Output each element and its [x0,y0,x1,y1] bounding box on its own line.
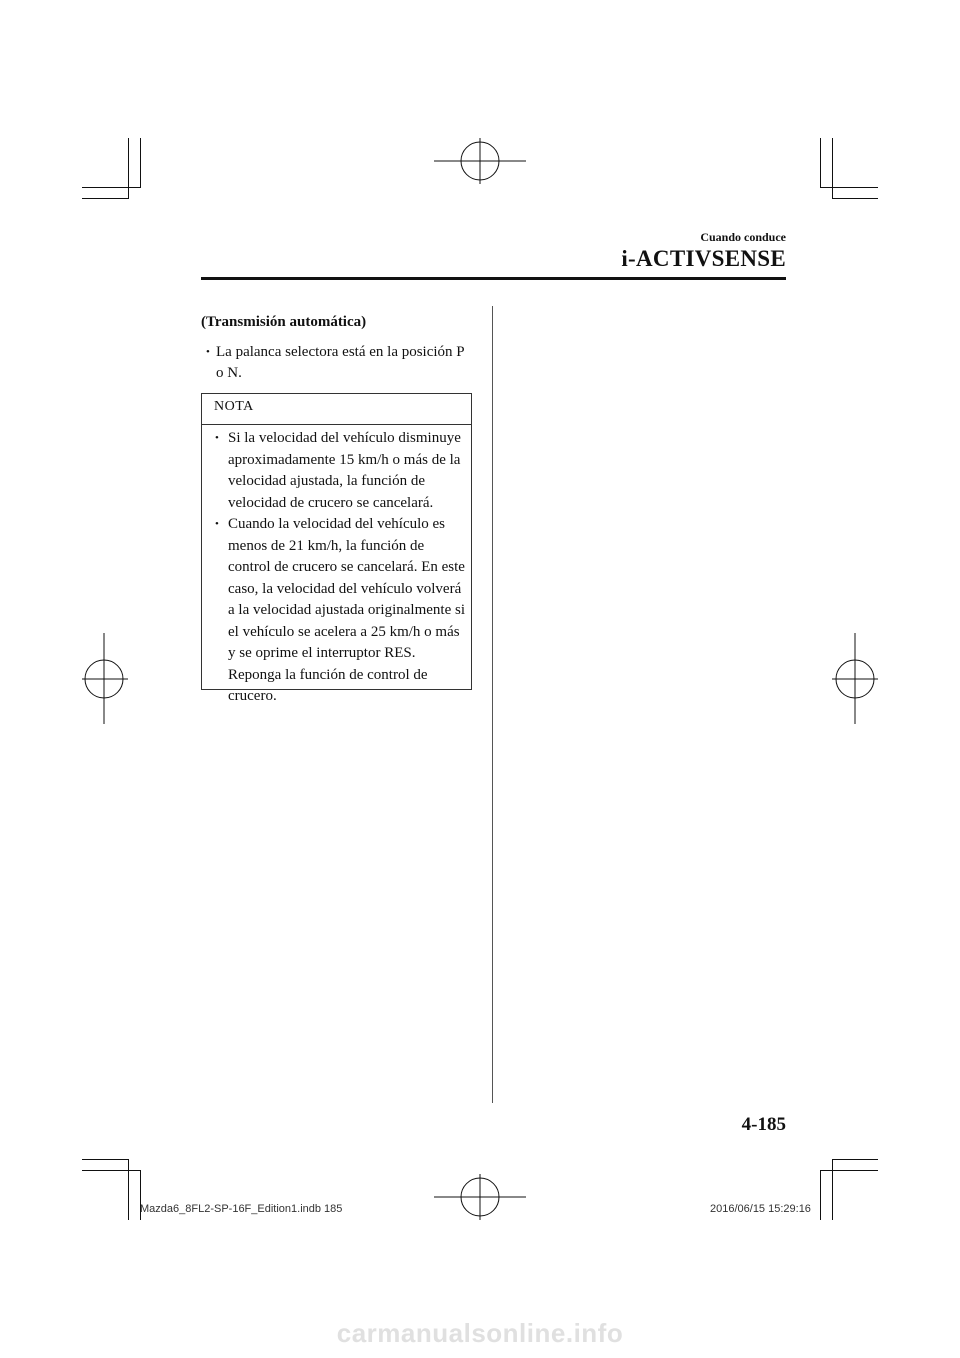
crop-mark [820,1170,878,1171]
note-item [212,428,465,514]
page-number: 4-185 [741,1114,786,1135]
column-divider [492,306,493,1103]
crop-mark [832,1159,878,1160]
crop-mark [82,1159,128,1160]
bullet-icon: • [215,432,219,444]
crosshair-bottom [434,1174,526,1220]
note-item [212,514,465,708]
note-item-text: Cuando la velocidad del vehículo es menos de 21 km/h, la función de control de crucero se cancelará. En este caso, la velocidad del vehículo volverá a la velocidad ajustada originalmente si el vehículo se acelera a 25 km/h o más y se oprime el interruptor RES. Reponga la función de control de crucero. [228,516,465,704]
note-box [201,393,472,704]
section-title: i-ACTIVSENSE [621,246,786,271]
crop-mark [82,1170,140,1171]
list-item-text: La palanca selectora está en la posición P o N. [216,343,465,381]
print-timestamp: 2016/06/15 15:29:16 [710,1203,811,1215]
note-body [212,428,465,708]
crop-mark [832,1159,833,1220]
crop-mark [140,138,141,188]
note-item-text: Si la velocidad del vehículo disminuye aproximadamente 15 km/h o más de la velocidad ajustada, la función de velocidad de crucero se cancelará. [228,430,461,511]
crop-mark [820,1170,821,1220]
watermark: carmanualsonline.info [336,1318,624,1348]
print-file-info: Mazda6_8FL2-SP-16F_Edition1.indb 185 [140,1203,343,1215]
crosshair-left [82,633,128,724]
crop-mark [820,138,821,188]
crop-mark [832,198,878,199]
note-title: NOTA [214,399,254,414]
crop-mark [832,138,833,199]
crosshair-top [434,138,526,184]
crosshair-right [832,633,878,724]
bullet-icon: • [215,518,219,530]
chapter-title: Cuando conduce [700,230,786,244]
list-item [201,342,473,385]
sub-heading: (Transmisión automática) [201,314,367,330]
crop-mark [128,1159,129,1220]
header-rule [201,277,786,280]
note-divider [202,424,471,425]
crop-mark [820,187,878,188]
bullet-icon: • [206,345,210,358]
left-column [201,312,473,385]
crop-mark [128,138,129,199]
crop-mark [82,187,140,188]
crop-mark [82,198,128,199]
